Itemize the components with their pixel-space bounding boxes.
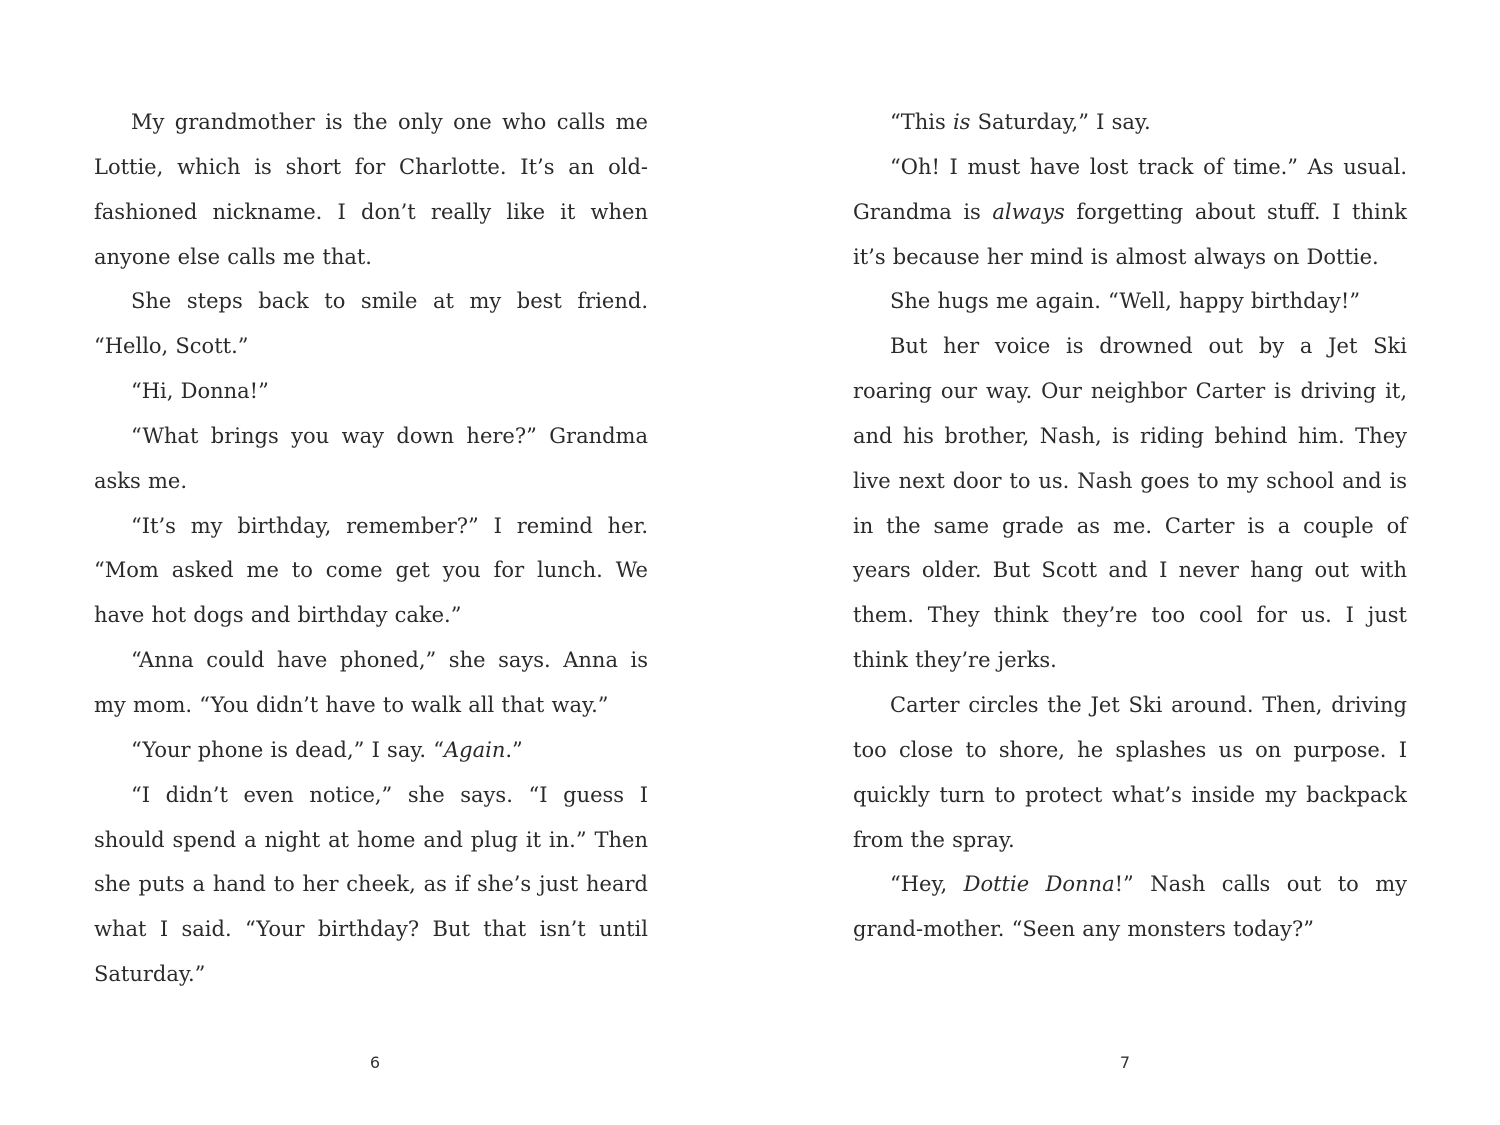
text-run: She steps back to smile at my best friend. “Hello, Scott.” — [94, 289, 648, 359]
text-run: Saturday,” I say. — [970, 110, 1151, 134]
right-page-text — [853, 100, 1407, 952]
paragraph — [853, 279, 1407, 324]
paragraph — [94, 504, 648, 639]
text-run: “Anna could have phoned,” she says. Anna is my mom. “You didn’t have to walk all that way.” — [94, 648, 648, 717]
paragraph — [94, 414, 648, 504]
text-run: “It’s my birthday, remember?” I remind her. “Mom asked me to come get you for lunch. We have hot dogs and birthday cake.” — [94, 513, 648, 628]
paragraph — [94, 279, 648, 369]
page-number: 6 — [369, 1053, 381, 1072]
text-run: My grandmother is the only one who calls me Lottie, which is short for Charlotte. It’s an old-fashioned nickname. I don’t really like it when anyone else calls me that. — [94, 110, 648, 269]
text-run-italic: Again — [444, 737, 506, 762]
text-run: “Your phone is dead,” I say. “ — [131, 737, 444, 762]
paragraph — [853, 862, 1407, 952]
text-run: “I didn’t even notice,” she says. “I guess I should spend a night at home and plug it in.” Then she puts a hand to her cheek, as if she’s just heard what I said. “Your birthday? But that isn’t until Saturday.” — [94, 782, 648, 987]
paragraph — [94, 773, 648, 997]
text-run-italic: is — [952, 110, 971, 134]
paragraph — [853, 324, 1407, 683]
paragraph — [853, 100, 1407, 145]
text-run: forgetting about stuff. I think it’s because her mind is almost always on Dottie. — [853, 199, 1407, 269]
text-run-italic: always — [992, 199, 1065, 224]
paragraph — [94, 638, 648, 728]
text-run-italic: Dottie Donna — [963, 872, 1115, 897]
text-run: “Hey, — [890, 872, 964, 897]
paragraph — [94, 369, 648, 414]
paragraph — [853, 683, 1407, 862]
text-run: .” — [505, 737, 523, 762]
text-run: !” Nash calls out to my grand-mother. “Seen any monsters today?” — [853, 872, 1407, 942]
text-run: “What brings you way down here?” Grandma asks me. — [94, 423, 648, 493]
paragraph — [853, 145, 1407, 280]
page-number: 7 — [1119, 1053, 1131, 1072]
paragraph — [94, 728, 648, 773]
text-run: “Oh! I must have lost track of time.” As usual. Grandma is — [853, 154, 1407, 224]
text-run: But her voice is drowned out by a Jet Ski roaring our way. Our neighbor Carter is driving it, and his brother, Nash, is riding behind him. They live next door to us. Nash goes to my school and is in the same grade as me. Carter is a couple of years older. But Scott and I never hang out with them. They think they’re too cool for us. I just think they’re jerks. — [853, 334, 1407, 673]
paragraph — [94, 100, 648, 279]
left-page-text — [94, 100, 648, 997]
text-run: Carter circles the Jet Ski around. Then, driving too close to shore, he splashes us on purpose. I quickly turn to protect what’s inside my backpack from the spray. — [853, 692, 1407, 852]
text-run: “Hi, Donna!” — [131, 379, 269, 404]
right-page — [750, 0, 1500, 1125]
text-run: “This — [890, 110, 953, 134]
text-run: She hugs me again. “Well, happy birthday!” — [890, 289, 1361, 314]
